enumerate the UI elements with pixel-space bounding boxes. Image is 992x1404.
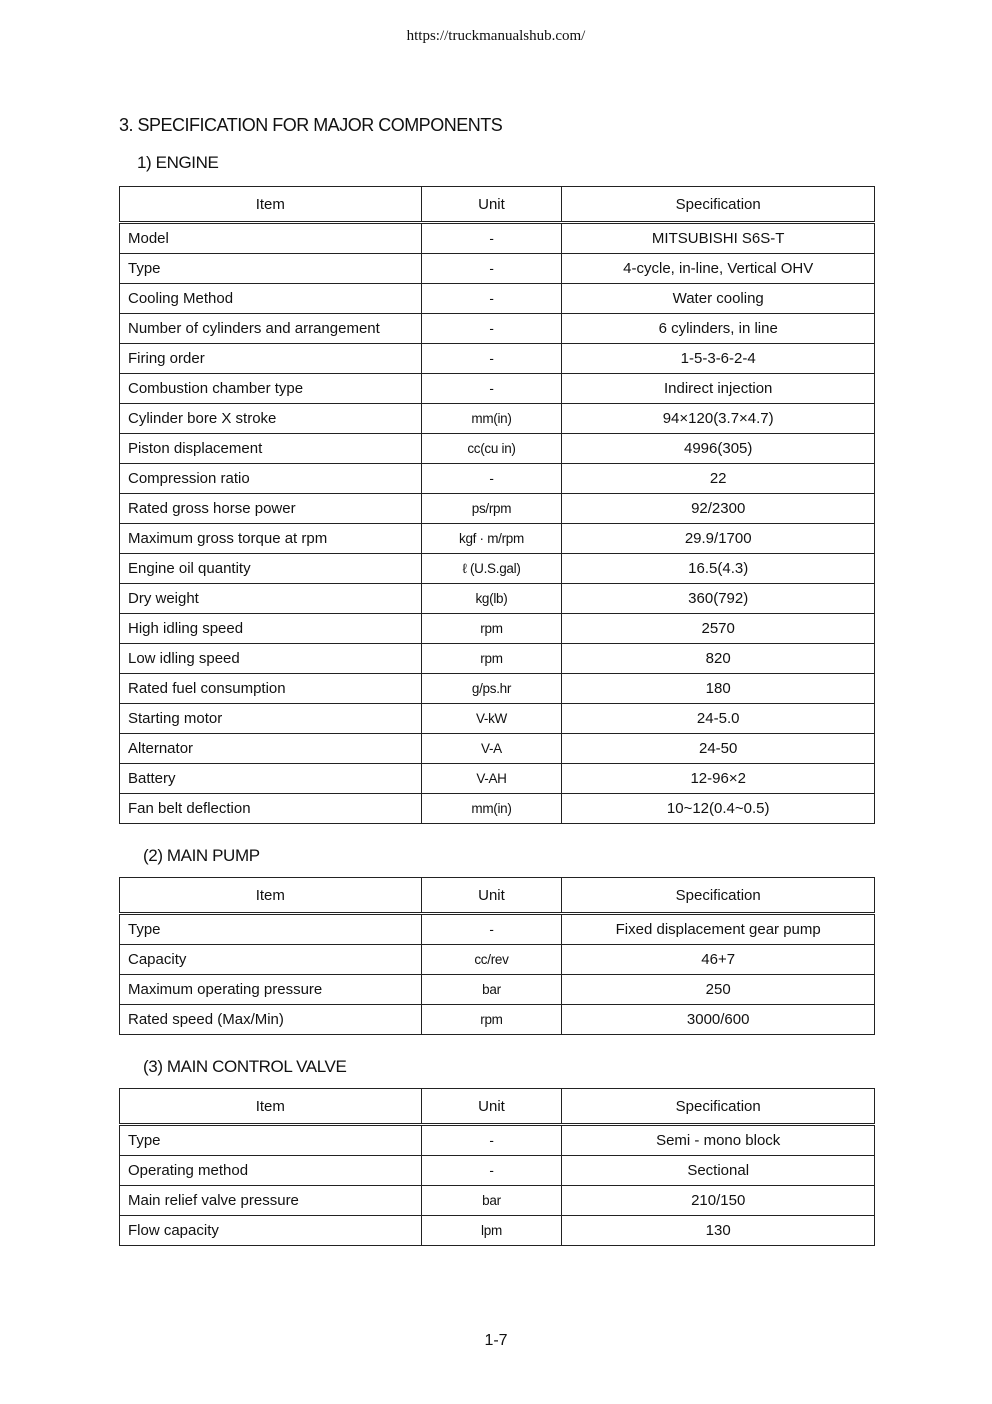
unit-cell: lpm	[421, 1216, 562, 1246]
item-cell: Cooling Method	[120, 284, 422, 314]
item-cell: High idling speed	[120, 614, 422, 644]
item-cell: Battery	[120, 764, 422, 794]
table-row	[120, 344, 875, 374]
item-cell: Starting motor	[120, 704, 422, 734]
unit-cell: bar	[421, 975, 562, 1005]
table-row	[120, 794, 875, 824]
specification-cell: 820	[562, 644, 875, 674]
specification-cell: 3000/600	[562, 1005, 875, 1035]
column-header-specification: Specification	[562, 878, 875, 914]
unit-cell: ℓ (U.S.gal)	[421, 554, 562, 584]
table-row	[120, 975, 875, 1005]
column-header-specification: Specification	[562, 1089, 875, 1125]
table-row	[120, 945, 875, 975]
item-cell: Dry weight	[120, 584, 422, 614]
column-header-item: Item	[120, 1089, 422, 1125]
column-header-unit: Unit	[421, 1089, 562, 1125]
item-cell: Combustion chamber type	[120, 374, 422, 404]
specification-cell: MITSUBISHI S6S-T	[562, 223, 875, 254]
specification-cell: Water cooling	[562, 284, 875, 314]
table-row	[120, 584, 875, 614]
specification-cell: Semi - mono block	[562, 1125, 875, 1156]
item-cell: Piston displacement	[120, 434, 422, 464]
unit-cell: V-AH	[421, 764, 562, 794]
table-row	[120, 223, 875, 254]
item-cell: Alternator	[120, 734, 422, 764]
table-row	[120, 704, 875, 734]
table-row	[120, 1186, 875, 1216]
table-row	[120, 1216, 875, 1246]
table-row	[120, 1125, 875, 1156]
table-row	[120, 374, 875, 404]
unit-cell: -	[421, 284, 562, 314]
column-header-item: Item	[120, 878, 422, 914]
table-row	[120, 524, 875, 554]
item-cell: Cylinder bore X stroke	[120, 404, 422, 434]
table-row	[120, 1156, 875, 1186]
table-row	[120, 434, 875, 464]
table-row	[120, 554, 875, 584]
main-control-valve-spec-table	[119, 1088, 875, 1246]
item-cell: Engine oil quantity	[120, 554, 422, 584]
table-row	[120, 614, 875, 644]
unit-cell: ps/rpm	[421, 494, 562, 524]
table-row	[120, 254, 875, 284]
specification-cell: 12-96×2	[562, 764, 875, 794]
specification-cell: 2570	[562, 614, 875, 644]
specification-cell: 250	[562, 975, 875, 1005]
specification-cell: 10~12(0.4~0.5)	[562, 794, 875, 824]
header-url[interactable]: https://truckmanualshub.com/	[406, 28, 586, 44]
main-pump-spec-table	[119, 877, 875, 1035]
unit-cell: cc/rev	[421, 945, 562, 975]
item-cell: Compression ratio	[120, 464, 422, 494]
engine-heading: 1) ENGINE	[137, 153, 219, 172]
page-title: 3. SPECIFICATION FOR MAJOR COMPONENTS	[119, 115, 503, 135]
specification-cell: 46+7	[562, 945, 875, 975]
specification-cell: 94×120(3.7×4.7)	[562, 404, 875, 434]
item-cell: Type	[120, 254, 422, 284]
item-cell: Operating method	[120, 1156, 422, 1186]
unit-cell: V-A	[421, 734, 562, 764]
item-cell: Type	[120, 1125, 422, 1156]
item-cell: Capacity	[120, 945, 422, 975]
specification-cell: 6 cylinders, in line	[562, 314, 875, 344]
table-row	[120, 734, 875, 764]
table-row	[120, 674, 875, 704]
item-cell: Rated fuel consumption	[120, 674, 422, 704]
column-header-specification: Specification	[562, 187, 875, 223]
item-cell: Rated gross horse power	[120, 494, 422, 524]
item-cell: Flow capacity	[120, 1216, 422, 1246]
unit-cell: mm(in)	[421, 794, 562, 824]
item-cell: Model	[120, 223, 422, 254]
unit-cell: rpm	[421, 644, 562, 674]
table-header-row	[120, 1089, 875, 1125]
table-row	[120, 404, 875, 434]
specification-cell: Fixed displacement gear pump	[562, 914, 875, 945]
table-row	[120, 314, 875, 344]
unit-cell: rpm	[421, 614, 562, 644]
table-row	[120, 644, 875, 674]
column-header-unit: Unit	[421, 187, 562, 223]
specification-cell: 360(792)	[562, 584, 875, 614]
unit-cell: mm(in)	[421, 404, 562, 434]
page-number: 1-7	[484, 1332, 508, 1349]
unit-cell: g/ps.hr	[421, 674, 562, 704]
item-cell: Maximum gross torque at rpm	[120, 524, 422, 554]
specification-cell: 4-cycle, in-line, Vertical OHV	[562, 254, 875, 284]
unit-cell: kgf · m/rpm	[421, 524, 562, 554]
unit-cell: -	[421, 1156, 562, 1186]
specification-cell: 130	[562, 1216, 875, 1246]
item-cell: Maximum operating pressure	[120, 975, 422, 1005]
specification-cell: 24-5.0	[562, 704, 875, 734]
specification-cell: 4996(305)	[562, 434, 875, 464]
unit-cell: -	[421, 914, 562, 945]
specification-cell: 16.5(4.3)	[562, 554, 875, 584]
item-cell: Main relief valve pressure	[120, 1186, 422, 1216]
specification-cell: 1-5-3-6-2-4	[562, 344, 875, 374]
unit-cell: cc(cu in)	[421, 434, 562, 464]
specification-cell: 180	[562, 674, 875, 704]
unit-cell: V-kW	[421, 704, 562, 734]
specification-cell: 92/2300	[562, 494, 875, 524]
unit-cell: -	[421, 254, 562, 284]
main-control-valve-heading: (3) MAIN CONTROL VALVE	[143, 1057, 347, 1076]
table-row	[120, 914, 875, 945]
specification-cell: Indirect injection	[562, 374, 875, 404]
specification-cell: 24-50	[562, 734, 875, 764]
table-row	[120, 1005, 875, 1035]
engine-spec-table	[119, 186, 875, 824]
column-header-unit: Unit	[421, 878, 562, 914]
column-header-item: Item	[120, 187, 422, 223]
table-row	[120, 464, 875, 494]
specification-cell: 29.9/1700	[562, 524, 875, 554]
unit-cell: kg(lb)	[421, 584, 562, 614]
table-header-row	[120, 878, 875, 914]
unit-cell: -	[421, 314, 562, 344]
specification-cell: 22	[562, 464, 875, 494]
item-cell: Type	[120, 914, 422, 945]
table-row	[120, 284, 875, 314]
unit-cell: -	[421, 223, 562, 254]
item-cell: Fan belt deflection	[120, 794, 422, 824]
table-row	[120, 494, 875, 524]
unit-cell: -	[421, 374, 562, 404]
item-cell: Low idling speed	[120, 644, 422, 674]
unit-cell: bar	[421, 1186, 562, 1216]
table-header-row	[120, 187, 875, 223]
unit-cell: -	[421, 464, 562, 494]
specification-cell: Sectional	[562, 1156, 875, 1186]
main-pump-heading: (2) MAIN PUMP	[143, 846, 260, 865]
unit-cell: -	[421, 344, 562, 374]
unit-cell: -	[421, 1125, 562, 1156]
item-cell: Number of cylinders and arrangement	[120, 314, 422, 344]
table-row	[120, 764, 875, 794]
specification-cell: 210/150	[562, 1186, 875, 1216]
item-cell: Rated speed (Max/Min)	[120, 1005, 422, 1035]
unit-cell: rpm	[421, 1005, 562, 1035]
item-cell: Firing order	[120, 344, 422, 374]
